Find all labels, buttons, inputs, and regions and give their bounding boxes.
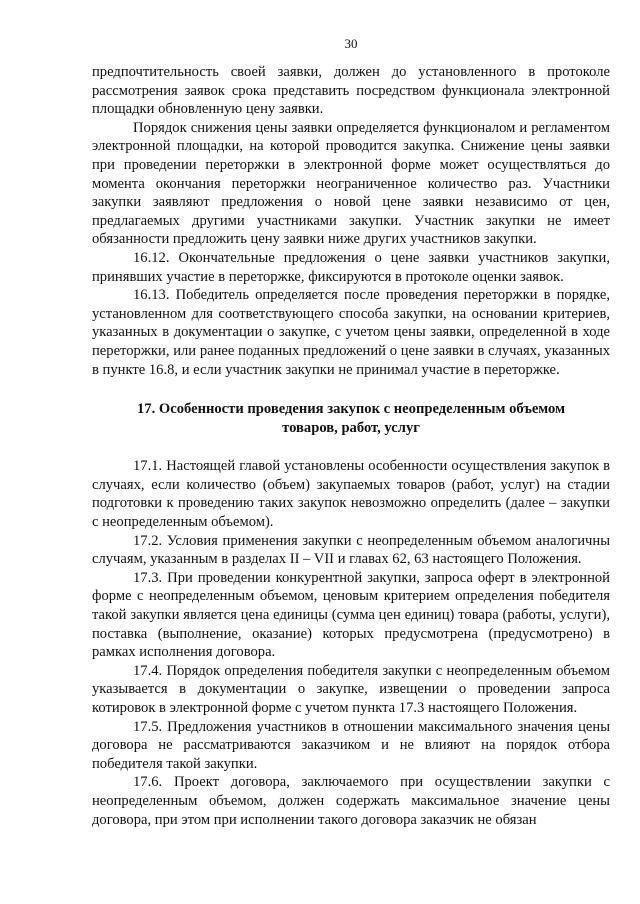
paragraph-16-13: 16.13. Победитель определяется после проведения переторжки в порядке, установленном для соответствующего способа закупки, на основании критериев, указанных в документации о закупке, с учетом цены заявки, определенной в ходе переторжки, или ранее поданных предложений о цене заявки в случаях, указанных в пункте 16.8, и если участник закупки не принимал участие в переторжке. xyxy=(92,287,610,378)
section-heading xyxy=(92,400,610,437)
paragraph: Порядок снижения цены заявки определяется функционалом и регламентом электронной площадки, на которой проводится закупка. Снижение цены заявки при проведении переторжки в электронной форме может осуществляться до момента окончания переторжки неограниченное количество раз. Участники закупки заявляют предложения о новой цене заявки независимо от цен, предлагаемых другими участниками закупки. Участник закупки не имеет обязанности предложить цену заявки ниже других участников закупки. xyxy=(92,119,610,248)
paragraph-17-4: 17.4. Порядок определения победителя закупки с неопределенным объемом указывается в документации о закупке, извещении о проведении запроса котировок в электронной форме с учетом пункта 17.3 настоящего Положения. xyxy=(92,662,610,716)
section-heading-line-1: 17. Особенности проведения закупок с неопределенным объемом xyxy=(136,401,566,418)
paragraph-17-1: 17.1. Настоящей главой установлены особенности осуществления закупок в случаях, если количество (объем) закупаемых товаров (работ, услуг) на стадии подготовки к проведению таких закупок невозможно определить (далее – закупки с неопределенным объемом). xyxy=(92,458,610,531)
paragraph-17-6: 17.6. Проект договора, заключаемого при осуществлении закупки с неопределенным объемом, должен содержать максимальное значение цены договора, при этом при исполнении такого договора заказчик не обязан xyxy=(92,774,610,828)
paragraph-17-3: 17.3. При проведении конкурентной закупки, запроса оферт в электронной форме с неопределенным объемом, ценовым критерием определения победителя такой закупки является цена единицы (сумма цен единиц) товара (работы, услуги), поставка (выполнение, оказание) которых предусмотрена (предусмотрено) в рамках исполнения договора. xyxy=(92,569,610,661)
paragraph-16-12: 16.12. Окончательные предложения о цене заявки участников закупки, принявших участие в переторжке, фиксируются в протоколе оценки заявок. xyxy=(92,249,610,285)
paragraph-17-2: 17.2. Условия применения закупки с неопределенным объемом аналогичны случаям, указанным в разделах II – VII и главах 62, 63 настоящего Положения. xyxy=(92,532,610,568)
document-page xyxy=(92,36,610,829)
page-number: 30 xyxy=(344,36,358,51)
paragraph: предпочтительность своей заявки, должен до установленного в протоколе рассмотрения заявок срока представить посредством функционала электронной площадки обновленную цену заявки. xyxy=(92,64,610,118)
section-heading-line-2: товаров, работ, услуг xyxy=(282,419,420,436)
paragraph-17-5: 17.5. Предложения участников в отношении максимального значения цены договора не рассматриваются заказчиком и не влияют на порядок отбора победителя такой закупки. xyxy=(92,718,610,772)
